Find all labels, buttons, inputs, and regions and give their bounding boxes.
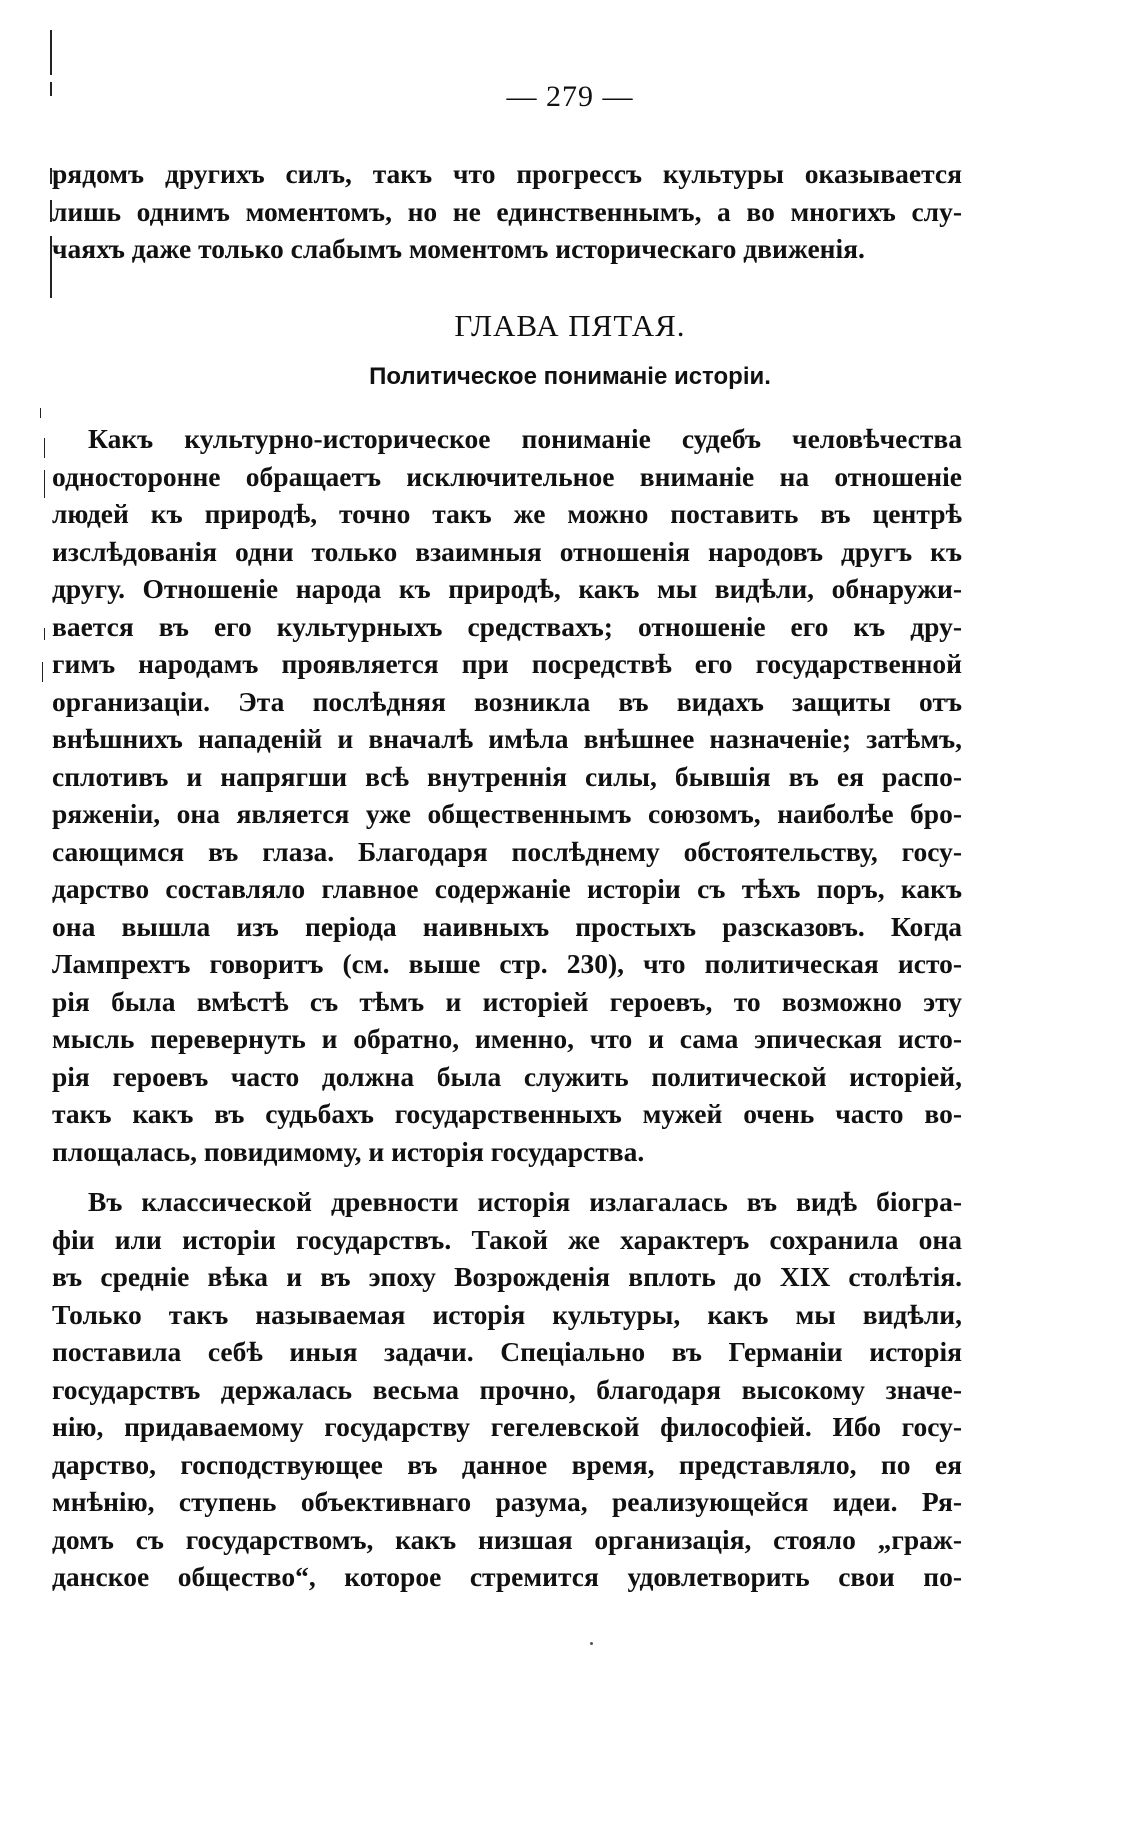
- text-line: другу. Отношеніе народа къ природѣ, какъ мы видѣли, обнаружи-: [52, 573, 962, 604]
- scan-margin-mark: [44, 438, 45, 458]
- text-line: нію, придаваемому государству гегелевской философіей. Ибо госу-: [52, 1411, 962, 1442]
- text-line: лишь однимъ моментомъ, но не единственнымъ, а во многихъ слу-: [52, 195, 962, 227]
- text-line: дарство, господствующее въ данное время, представляло, по ея: [52, 1448, 962, 1480]
- scan-margin-mark: [40, 408, 41, 418]
- text-line: фіи или исторіи государствъ. Такой же характеръ сохранила она: [52, 1223, 962, 1255]
- text-line: площалась, повидимому, и исторія государства.: [52, 1135, 645, 1167]
- scan-speck: [590, 1642, 593, 1645]
- text-line: такъ какъ въ судьбахъ государственныхъ мужей очень часто во-: [52, 1098, 962, 1129]
- text-line: рія героевъ часто должна была служить политической исторіей,: [52, 1060, 962, 1092]
- text-line: мнѣнію, ступень объективнаго разума, реализующейся идеи. Ря-: [52, 1486, 962, 1517]
- text-line: сплотивъ и напрягши всѣ внутреннія силы, бывшія въ ея распо-: [52, 760, 962, 792]
- text-line: организаціи. Эта послѣдняя возникла въ видахъ защиты отъ: [52, 685, 962, 717]
- text-line: мысль перевернуть и обратно, именно, что и сама эпическая исто-: [52, 1023, 962, 1054]
- scan-margin-mark: [44, 470, 45, 498]
- scan-margin-mark: [50, 30, 52, 75]
- text-line: государствъ держалась весьма прочно, благодаря высокому значе-: [52, 1373, 962, 1405]
- text-line: въ средніе вѣка и въ эпоху Возрожденія вплоть до XIX столѣтія.: [52, 1261, 962, 1292]
- top-paragraph: [52, 155, 962, 268]
- text-line: поставила себѣ иныя задачи. Спеціально въ Германіи исторія: [52, 1336, 962, 1367]
- text-line: домъ съ государствомъ, какъ низшая организація, стояло „граж-: [52, 1523, 962, 1555]
- text-line: данское общество“, которое стремится удовлетворить свои по-: [52, 1561, 962, 1592]
- chapter-subtitle: Политическое пониманіе исторіи.: [369, 363, 771, 390]
- text-line: вается въ его культурныхъ средствахъ; отношеніе его къ дру-: [52, 610, 962, 642]
- text-line: чаяхъ даже только слабымъ моментомъ историческаго движенія.: [52, 233, 865, 264]
- page-number: — 279 —: [506, 80, 634, 113]
- text-line: изслѣдованія одни только взаимныя отношенія народовъ другъ къ: [52, 535, 962, 567]
- chapter-title: ГЛАВА ПЯТАЯ.: [454, 308, 686, 343]
- paragraph-2: [52, 1183, 962, 1596]
- text-line: дарство составляло главное содержаніе исторіи съ тѣхъ поръ, какъ: [52, 873, 962, 904]
- text-line: Въ классической древности исторія излагалась въ видѣ біогра-: [88, 1186, 962, 1217]
- text-line: Только такъ называемая исторія культуры, какъ мы видѣли,: [52, 1298, 962, 1330]
- text-line: она вышла изъ періода наивныхъ простыхъ разсказовъ. Когда: [52, 910, 962, 942]
- paragraph-1: [52, 420, 962, 1170]
- text-line: гимъ народамъ проявляется при посредствѣ его государственной: [52, 648, 962, 679]
- text-line: Какъ культурно-историческое пониманіе судебъ человѣчества: [88, 423, 962, 454]
- text-line: рія была вмѣстѣ съ тѣмъ и исторіей героевъ, то возможно эту: [52, 985, 962, 1017]
- text-line: сающимся въ глаза. Благодаря послѣднему обстоятельству, госу-: [52, 835, 962, 867]
- text-line: односторонне обращаетъ исключительное вниманіе на отношеніе: [52, 460, 962, 492]
- scan-margin-mark: [44, 628, 45, 640]
- text-line: Лампрехтъ говоритъ (см. выше стр. 230), что политическая исто-: [52, 948, 962, 979]
- text-line: людей къ природѣ, точно такъ же можно поставить въ центрѣ: [52, 498, 962, 529]
- text-line: внѣшнихъ нападеній и вначалѣ имѣла внѣшнее назначеніе; затѣмъ,: [52, 723, 962, 754]
- scan-margin-mark: [42, 662, 43, 682]
- text-line: ряженіи, она является уже общественнымъ союзомъ, наиболѣе бро-: [52, 798, 962, 829]
- text-line: рядомъ другихъ силъ, такъ что прогрессъ культуры оказывается: [52, 158, 962, 189]
